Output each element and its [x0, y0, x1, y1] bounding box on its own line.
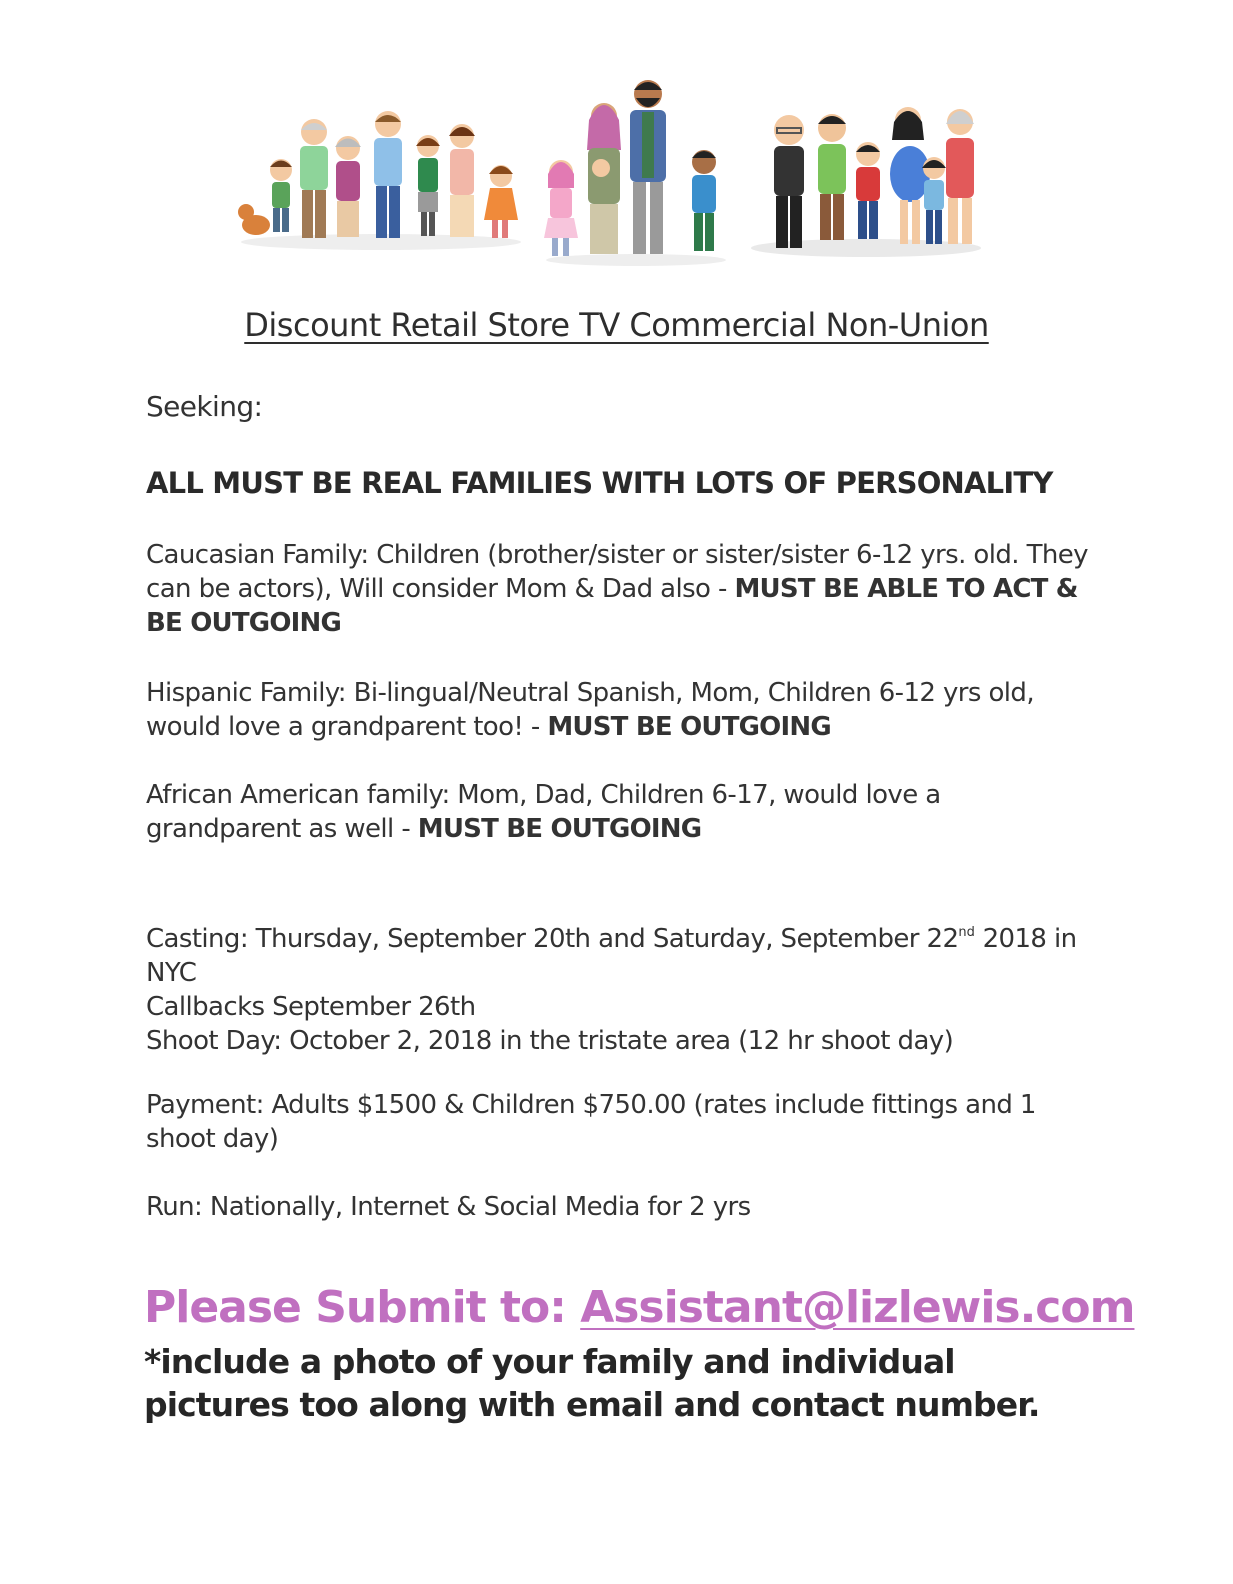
casting-schedule	[146, 916, 1096, 1058]
submission-note: *include a photo of your family and individual pictures too along with email and contact number.	[144, 1342, 1040, 1424]
role-text: Hispanic Family: Bi-lingual/Neutral Spanish, Mom, Children 6-12 yrs old, would love a grandparent too! -	[146, 678, 1035, 742]
submit-email-link[interactable]: Assistant@lizlewis.com	[580, 1282, 1135, 1333]
shoot-day: Shoot Day: October 2, 2018 in the tristate area (12 hr shoot day)	[146, 1026, 954, 1056]
role-emphasis: MUST BE OUTGOING	[547, 712, 831, 742]
submit-label: Please Submit to:	[144, 1282, 581, 1333]
casting-dates-location: 2018 in NYC	[146, 924, 1077, 988]
casting-dates-text: Casting: Thursday, September 20th and Saturday, September 22	[146, 924, 959, 954]
seeking-label: Seeking:	[146, 390, 263, 423]
families-illustration	[236, 70, 996, 270]
role-hispanic-family	[146, 676, 1096, 744]
headline: ALL MUST BE REAL FAMILIES WITH LOTS OF PERSONALITY	[146, 466, 1053, 500]
family-group-1	[238, 111, 518, 238]
families-illustration-svg	[236, 70, 996, 270]
family-group-2	[544, 80, 716, 256]
casting-dates-ordinal: nd	[958, 925, 975, 940]
role-caucasian-family	[146, 538, 1096, 640]
callbacks-date: Callbacks September 26th	[146, 992, 476, 1022]
run-info: Run: Nationally, Internet & Social Media for 2 yrs	[146, 1192, 751, 1222]
role-emphasis: MUST BE OUTGOING	[417, 814, 702, 844]
family-group-3	[774, 107, 974, 248]
role-emphasis: MUST BE ABLE TO ACT & BE OUTGOING	[146, 574, 1078, 638]
role-african-american-family	[146, 778, 1096, 846]
flyer-title: Discount Retail Store TV Commercial Non-Union	[244, 306, 989, 344]
casting-dates	[146, 916, 1096, 990]
submit-instructions	[144, 1282, 1134, 1333]
role-text: African American family: Mom, Dad, Children 6-17, would love a grandparent as well -	[146, 780, 941, 844]
payment-info: Payment: Adults $1500 & Children $750.00 (rates include fittings and 1 shoot day)	[146, 1090, 1036, 1154]
role-text: Caucasian Family: Children (brother/sister or sister/sister 6-12 yrs. old. They can be actors), Will consider Mom & Dad also -	[146, 540, 1088, 604]
